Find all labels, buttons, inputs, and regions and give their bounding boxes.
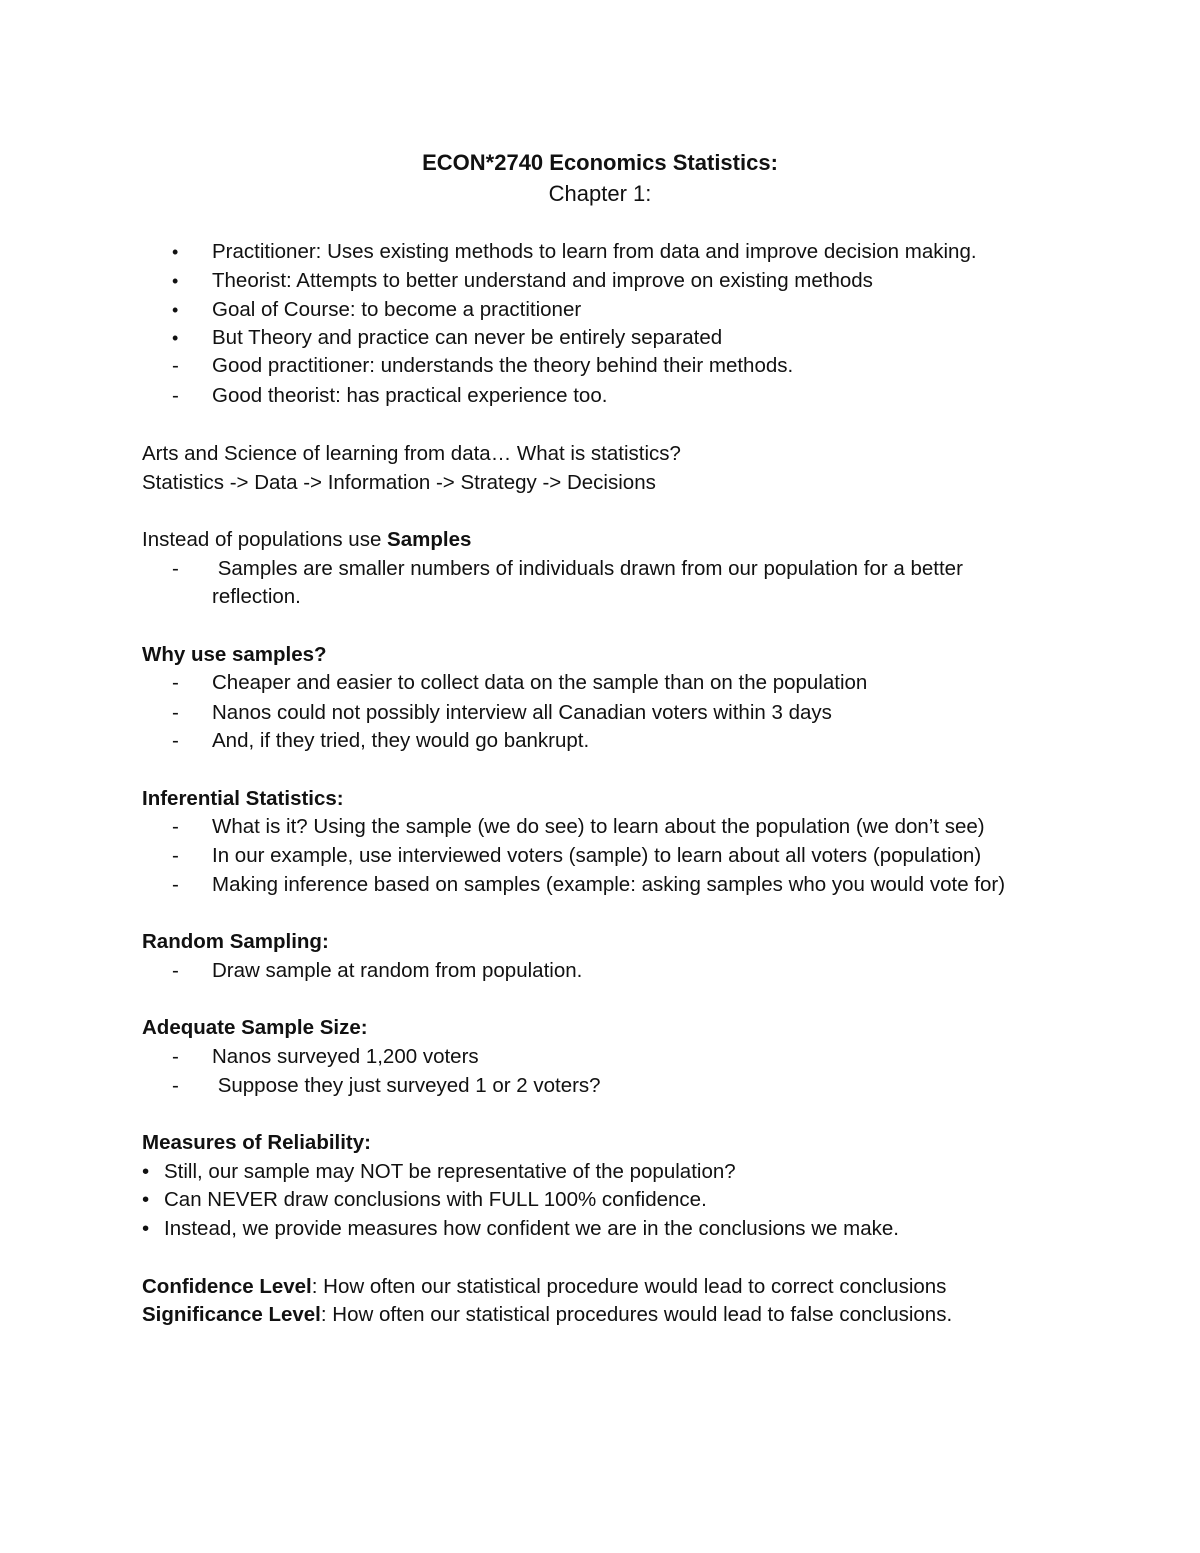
list-marker: -: [172, 1074, 179, 1097]
list-item: Good theorist: has practical experience too.: [212, 384, 608, 407]
list-item: And, if they tried, they would go bankrupt.: [212, 729, 590, 752]
list-item: Suppose they just surveyed 1 or 2 voters?: [212, 1074, 601, 1097]
statistics-flow-line: Statistics -> Data -> Information -> Strategy -> Decisions: [142, 471, 656, 494]
significance-level-definition: [142, 1302, 952, 1328]
list-item-continuation: reflection.: [212, 585, 301, 608]
list-item: Samples are smaller numbers of individuals drawn from our population for a better: [212, 557, 963, 580]
inferential-heading: Inferential Statistics:: [142, 787, 344, 810]
confidence-level-definition: [142, 1274, 946, 1300]
reliability-heading: Measures of Reliability:: [142, 1131, 371, 1154]
list-marker: •: [172, 271, 179, 291]
list-item: Goal of Course: to become a practitioner: [212, 298, 582, 321]
list-marker: -: [172, 701, 179, 724]
sample-size-heading: Adequate Sample Size:: [142, 1016, 368, 1039]
confidence-level-text: : How often our statistical procedure would lead to correct conclusions: [311, 1275, 947, 1298]
list-item: Making inference based on samples (example: asking samples who you would vote for): [212, 873, 1006, 896]
list-item: Instead, we provide measures how confident we are in the conclusions we make.: [164, 1217, 899, 1240]
list-marker: -: [172, 873, 179, 896]
list-item: Nanos could not possibly interview all Canadian voters within 3 days: [212, 701, 832, 724]
list-marker: •: [172, 300, 179, 320]
list-marker: -: [172, 384, 179, 407]
significance-level-label: Significance Level: [142, 1303, 321, 1326]
list-item: Theorist: Attempts to better understand and improve on existing methods: [212, 269, 873, 292]
random-sampling-heading: Random Sampling:: [142, 930, 329, 953]
samples-heading-prefix: Instead of populations use: [142, 528, 388, 551]
arts-science-line: Arts and Science of learning from data… What is statistics?: [142, 442, 681, 465]
list-item: In our example, use interviewed voters (sample) to learn about all voters (population): [212, 844, 982, 867]
list-marker: •: [172, 328, 179, 348]
list-marker: -: [172, 671, 179, 694]
list-marker: -: [172, 815, 179, 838]
list-item: Can NEVER draw conclusions with FULL 100% confidence.: [164, 1188, 707, 1211]
why-samples-heading: Why use samples?: [142, 643, 327, 666]
list-item: But Theory and practice can never be entirely separated: [212, 326, 723, 349]
document-title: ECON*2740 Economics Statistics:: [422, 150, 778, 175]
list-marker: •: [142, 1217, 150, 1240]
list-item: Nanos surveyed 1,200 voters: [212, 1045, 479, 1068]
significance-level-text: : How often our statistical procedures would lead to false conclusions.: [320, 1303, 953, 1326]
list-item: Good practitioner: understands the theory behind their methods.: [212, 354, 794, 377]
list-marker: -: [172, 1045, 179, 1068]
list-marker: -: [172, 557, 179, 580]
list-item: What is it? Using the sample (we do see) to learn about the population (we don’t see): [212, 815, 985, 838]
samples-heading-bold: Samples: [387, 528, 472, 551]
list-marker: -: [172, 844, 179, 867]
list-item: Practitioner: Uses existing methods to learn from data and improve decision making.: [212, 240, 977, 263]
list-item: Draw sample at random from population.: [212, 959, 583, 982]
list-marker: •: [142, 1160, 150, 1183]
list-marker: •: [172, 242, 179, 262]
samples-heading: [142, 527, 471, 553]
list-marker: •: [142, 1188, 150, 1211]
list-marker: -: [172, 959, 179, 982]
list-item: Still, our sample may NOT be representative of the population?: [164, 1160, 736, 1183]
list-item: Cheaper and easier to collect data on the sample than on the population: [212, 671, 868, 694]
list-marker: -: [172, 729, 179, 752]
list-marker: -: [172, 354, 179, 377]
confidence-level-label: Confidence Level: [142, 1275, 312, 1298]
chapter-heading: Chapter 1:: [548, 181, 652, 206]
